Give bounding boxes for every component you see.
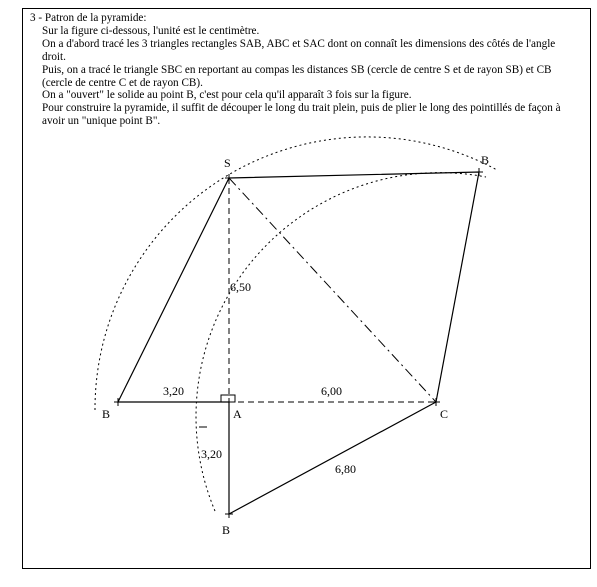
label-b-left: B [102,407,111,421]
text-line-5: Pour construire la pyramide, il suffit de découper le long du trait plein, puis de plier le long des pointillés de façon à avoir un "unique point B". [42,102,561,128]
measure-sa: 6,50 [230,280,251,294]
point-markers [114,168,483,518]
measure-ab: 3,20 [163,384,184,398]
label-c: C [440,407,449,421]
net-outline [118,172,479,514]
right-angle-marker [221,395,235,402]
label-b-top: B [481,153,490,167]
fold-line-sc [229,178,436,402]
label-s: S [224,156,231,170]
measure-ac: 6,00 [321,384,342,398]
text-line-2: On a d'abord tracé les 3 triangles rectangles SAB, ABC et SAC dont on connaît les dimensions des côtés de l'angle droit. [42,37,556,63]
text-line-1: Sur la figure ci-dessous, l'unité est le centimètre. [42,24,260,37]
arc-center-s [196,173,486,511]
section-heading: 3 - Patron de la pyramide: [30,12,147,24]
label-b-bottom: B [222,523,231,537]
label-a: A [233,407,242,421]
measure-cb: 6,80 [335,462,356,476]
text-line-3: Puis, on a tracé le triangle SBC en reportant au compas les distances SB (cercle de centre S et de rayon SB) et CB (cercle de centre C et de rayon CB). [42,63,552,89]
text-line-4: On a "ouvert" le solide au point B, c'est pour cela qu'il apparaît 3 fois sur la figure. [42,89,412,102]
arc-center-c [95,137,497,410]
measure-ab-down: 3,20 [201,447,222,461]
